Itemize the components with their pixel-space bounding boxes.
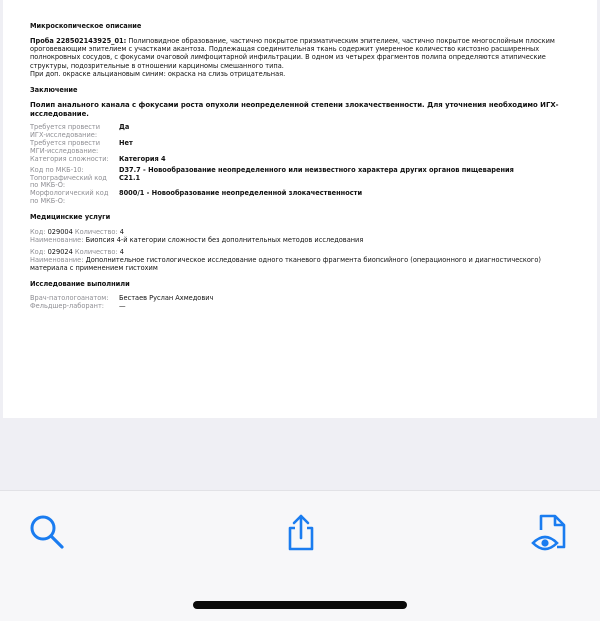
services-heading: Медицинские услуги (30, 213, 111, 222)
assistant-name: — (119, 301, 126, 310)
micro-line-3: полнокровных сосудов, с фокусами очаговой лимфоцитарной инфильтрации. В одном из четырех фрагментов полипа определяются атипические (30, 53, 546, 62)
topo-value: C21.1 (119, 173, 141, 182)
pathologist-row: Врач-патологоанатом: Бестаев Руслан Ахмедович (30, 294, 214, 303)
service-item: Код: 029004 Количество: 4 Наименование: Биопсия 4-й категории сложности без дополнительных методов исследования (30, 228, 364, 245)
mgi-value: Нет (119, 139, 133, 148)
morph-value: 8000/1 - Новообразование неопределенной злокачественности (119, 188, 363, 197)
icd-row: Код по МКБ-10: D37.7 - Новообразование неопределенного или неизвестного характера других органов пищеварения (30, 166, 514, 175)
morph-row: Морфологический код по МКБ-О: 8000/1 - Новообразование неопределенной злокачественности (30, 188, 363, 205)
micro-line-2: ороговевающим эпителием с участками акантоза. Подлежащая соединительная ткань содержит умеренное количество кистозно расширенных (30, 45, 540, 54)
micro-line-4: структуры, подозрительные в отношении карциномы смешанного типа. (30, 61, 284, 70)
ihc-value: Да (119, 123, 130, 132)
service-item: Код: 029024 Количество: 4 Наименование: Дополнительное гистологическое исследование одного тканевого фрагмента биопсийного (операционного и диагностического) материала с применением гистохим (30, 248, 541, 273)
share-icon[interactable] (281, 513, 321, 553)
performed-heading: Исследование выполнили (30, 280, 130, 289)
sample-label: Проба 228502143925_01: (30, 37, 127, 45)
document-eye-icon[interactable] (531, 513, 571, 553)
conclusion-heading: Заключение (30, 86, 78, 95)
topo-row: Топографический код по МКБ-О: C21.1 (30, 173, 141, 190)
micro-line-5: При доп. окраске альциановым синим: окраска на слизь отрицательная. (30, 69, 286, 78)
micro-heading: Микроскопическое описание (30, 22, 142, 30)
complexity-value: Категория 4 (119, 154, 166, 163)
mgi-row: Требуется провести МГИ-исследование: Нет (30, 139, 133, 155)
icd-value: D37.7 - Новообразование неопределенного или неизвестного характера других органов пищеварения (119, 166, 514, 175)
document-page (3, 0, 597, 418)
ihc-row: Требуется провести ИГХ-исследование: Да (30, 123, 130, 139)
conclusion-text: Полип анального канала с фокусами роста опухоли неопределенной степени злокачественности. Для уточнения необходимо ИГХ- исследование. (30, 101, 559, 118)
pathologist-name: Бестаев Руслан Ахмедович (119, 294, 214, 303)
micro-line-1: Проба 228502143925_01: Полиповидное образование, частично покрытое призматическим эпителием, частично покрытое многослойным плоским (30, 37, 555, 45)
assistant-row: Фельдшер-лаборант: — (30, 301, 126, 310)
search-icon[interactable] (27, 513, 67, 553)
complexity-row: Категория сложности: Категория 4 (30, 154, 166, 163)
home-indicator[interactable] (193, 601, 407, 609)
